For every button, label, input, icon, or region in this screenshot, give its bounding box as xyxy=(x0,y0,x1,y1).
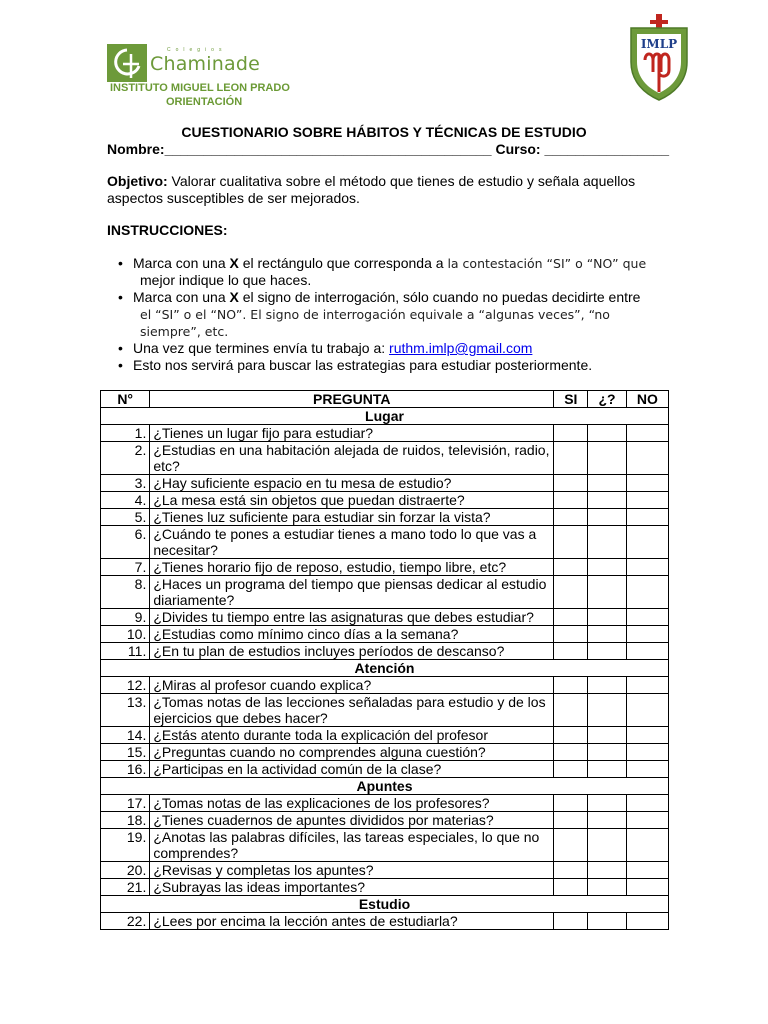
table-row xyxy=(101,727,669,744)
question-text: ¿La mesa está sin objetos que puedan distraerte? xyxy=(150,492,554,509)
answer-si-cell[interactable] xyxy=(554,559,588,576)
answer-si-cell[interactable] xyxy=(554,626,588,643)
question-number: 5. xyxy=(101,509,150,526)
instructions-list xyxy=(118,255,673,374)
question-number: 12. xyxy=(101,677,150,694)
answer-maybe-cell[interactable] xyxy=(588,761,626,778)
question-text: ¿Estudias como mínimo cinco días a la semana? xyxy=(150,626,554,643)
answer-maybe-cell[interactable] xyxy=(588,559,626,576)
objective-label: Objetivo: xyxy=(107,173,168,189)
question-number: 17. xyxy=(101,795,150,812)
answer-maybe-cell[interactable] xyxy=(588,576,626,609)
answer-si-cell[interactable] xyxy=(554,492,588,509)
answer-no-cell[interactable] xyxy=(626,761,668,778)
table-row xyxy=(101,526,669,559)
answer-no-cell[interactable] xyxy=(626,829,668,862)
section-row xyxy=(101,408,669,425)
answer-si-cell[interactable] xyxy=(554,609,588,626)
answer-maybe-cell[interactable] xyxy=(588,626,626,643)
answer-no-cell[interactable] xyxy=(626,576,668,609)
list-item: • Una vez que termines envía tu trabajo a: ruthm.imlp@gmail.com xyxy=(118,340,533,356)
question-text: ¿Tienes luz suficiente para estudiar sin forzar la vista? xyxy=(150,509,554,526)
answer-si-cell[interactable] xyxy=(554,475,588,492)
answer-si-cell[interactable] xyxy=(554,727,588,744)
answer-maybe-cell[interactable] xyxy=(588,913,626,930)
list-item: • Marca con una X el rectángulo que corresponda a la contestación “SI” o “NO” que mejor indique lo que haces. xyxy=(118,255,647,288)
question-text: ¿Divides tu tiempo entre las asignaturas que debes estudiar? xyxy=(150,609,554,626)
name-label: Nombre: xyxy=(107,141,165,157)
answer-no-cell[interactable] xyxy=(626,862,668,879)
question-text: ¿Haces un programa del tiempo que piensas dedicar al estudio diariamente? xyxy=(150,576,554,609)
answer-maybe-cell[interactable] xyxy=(588,694,626,727)
answer-si-cell[interactable] xyxy=(554,913,588,930)
answer-no-cell[interactable] xyxy=(626,694,668,727)
answer-si-cell[interactable] xyxy=(554,677,588,694)
table-row xyxy=(101,609,669,626)
answer-maybe-cell[interactable] xyxy=(588,829,626,862)
table-row xyxy=(101,475,669,492)
answer-no-cell[interactable] xyxy=(626,727,668,744)
answer-maybe-cell[interactable] xyxy=(588,492,626,509)
answer-no-cell[interactable] xyxy=(626,643,668,660)
answer-maybe-cell[interactable] xyxy=(588,744,626,761)
section-title: Atención xyxy=(101,660,669,677)
table-row xyxy=(101,626,669,643)
question-text: ¿Tienes cuadernos de apuntes divididos por materias? xyxy=(150,812,554,829)
answer-no-cell[interactable] xyxy=(626,526,668,559)
section-title: Estudio xyxy=(101,896,669,913)
question-number: 8. xyxy=(101,576,150,609)
shield-text: IMLP xyxy=(640,37,678,51)
header-no: NO xyxy=(626,391,668,408)
answer-si-cell[interactable] xyxy=(554,526,588,559)
answer-maybe-cell[interactable] xyxy=(588,879,626,896)
questionnaire-table xyxy=(100,390,669,930)
answer-si-cell[interactable] xyxy=(554,829,588,862)
objective-paragraph xyxy=(107,173,667,207)
answer-maybe-cell[interactable] xyxy=(588,643,626,660)
answer-maybe-cell[interactable] xyxy=(588,425,626,442)
answer-si-cell[interactable] xyxy=(554,795,588,812)
list-item: • Marca con una X el signo de interrogación, sólo cuando no puedas decidirte entre el “SI” o el “NO”. El signo de interrogación equivale a “algunas veces”, “no siempre”, etc. xyxy=(118,289,641,339)
answer-si-cell[interactable] xyxy=(554,442,588,475)
answer-si-cell[interactable] xyxy=(554,879,588,896)
question-text: ¿Preguntas cuando no comprendes alguna cuestión? xyxy=(150,744,554,761)
name-course-line xyxy=(107,141,669,157)
answer-si-cell[interactable] xyxy=(554,744,588,761)
instructions-heading: INSTRUCCIONES: xyxy=(107,222,228,238)
table-row xyxy=(101,812,669,829)
question-number: 7. xyxy=(101,559,150,576)
table-row xyxy=(101,643,669,660)
course-blank[interactable]: ________________ xyxy=(544,141,670,157)
question-text: ¿Anotas las palabras difíciles, las tareas especiales, lo que no comprendes? xyxy=(150,829,554,862)
question-text: ¿Subrayas las ideas importantes? xyxy=(150,879,554,896)
question-number: 6. xyxy=(101,526,150,559)
question-number: 2. xyxy=(101,442,150,475)
answer-si-cell[interactable] xyxy=(554,761,588,778)
answer-si-cell[interactable] xyxy=(554,694,588,727)
question-text: ¿Tienes un lugar fijo para estudiar? xyxy=(150,425,554,442)
table-row xyxy=(101,442,669,475)
logo-brand-text: Chaminade xyxy=(150,53,260,75)
section-row xyxy=(101,660,669,677)
table-row xyxy=(101,677,669,694)
table-row xyxy=(101,576,669,609)
answer-maybe-cell[interactable] xyxy=(588,609,626,626)
header-si: SI xyxy=(554,391,588,408)
question-text: ¿Cuándo te pones a estudiar tienes a mano todo lo que vas a necesitar? xyxy=(150,526,554,559)
question-text: ¿Tienes horario fijo de reposo, estudio, tiempo libre, etc? xyxy=(150,559,554,576)
logo-small-text: Colegios xyxy=(167,47,227,53)
answer-no-cell[interactable] xyxy=(626,509,668,526)
question-number: 1. xyxy=(101,425,150,442)
question-text: ¿Hay suficiente espacio en tu mesa de estudio? xyxy=(150,475,554,492)
question-number: 10. xyxy=(101,626,150,643)
institution-name: INSTITUTO MIGUEL LEON PRADO xyxy=(110,82,290,94)
question-text: ¿Tomas notas de las lecciones señaladas para estudio y de los ejercicios que debes hacer? xyxy=(150,694,554,727)
course-label: Curso: xyxy=(495,141,541,157)
answer-maybe-cell[interactable] xyxy=(588,862,626,879)
question-number: 16. xyxy=(101,761,150,778)
header-question: PREGUNTA xyxy=(150,391,554,408)
department-name: ORIENTACIÓN xyxy=(166,96,243,108)
question-text: ¿Tomas notas de las explicaciones de los profesores? xyxy=(150,795,554,812)
table-row xyxy=(101,694,669,727)
answer-maybe-cell[interactable] xyxy=(588,509,626,526)
table-row xyxy=(101,761,669,778)
answer-si-cell[interactable] xyxy=(554,509,588,526)
email-link[interactable]: ruthm.imlp@gmail.com xyxy=(389,340,533,356)
question-number: 19. xyxy=(101,829,150,862)
question-text: ¿Miras al profesor cuando explica? xyxy=(150,677,554,694)
chaminade-logo xyxy=(107,44,307,84)
answer-si-cell[interactable] xyxy=(554,643,588,660)
chaminade-emblem-icon xyxy=(107,44,147,82)
answer-no-cell[interactable] xyxy=(626,677,668,694)
question-number: 3. xyxy=(101,475,150,492)
table-header-row xyxy=(101,391,669,408)
question-number: 15. xyxy=(101,744,150,761)
section-row xyxy=(101,778,669,795)
table-row xyxy=(101,829,669,862)
table-row xyxy=(101,425,669,442)
header-num: N° xyxy=(101,391,150,408)
question-number: 22. xyxy=(101,913,150,930)
answer-si-cell[interactable] xyxy=(554,425,588,442)
answer-no-cell[interactable] xyxy=(626,626,668,643)
table-row xyxy=(101,509,669,526)
answer-maybe-cell[interactable] xyxy=(588,727,626,744)
answer-no-cell[interactable] xyxy=(626,559,668,576)
answer-no-cell[interactable] xyxy=(626,425,668,442)
imlp-shield-icon xyxy=(628,12,690,102)
table-row xyxy=(101,492,669,509)
table-row xyxy=(101,879,669,896)
table-row xyxy=(101,795,669,812)
answer-si-cell[interactable] xyxy=(554,812,588,829)
section-title: Apuntes xyxy=(101,778,669,795)
answer-no-cell[interactable] xyxy=(626,913,668,930)
question-number: 11. xyxy=(101,643,150,660)
table-row xyxy=(101,559,669,576)
question-text: ¿Revisas y completas los apuntes? xyxy=(150,862,554,879)
answer-maybe-cell[interactable] xyxy=(588,526,626,559)
answer-no-cell[interactable] xyxy=(626,475,668,492)
question-text: ¿En tu plan de estudios incluyes períodos de descanso? xyxy=(150,643,554,660)
answer-maybe-cell[interactable] xyxy=(588,795,626,812)
table-row xyxy=(101,913,669,930)
answer-si-cell[interactable] xyxy=(554,862,588,879)
header-maybe: ¿? xyxy=(588,391,626,408)
name-blank[interactable]: __________________________________________ xyxy=(164,141,492,157)
question-number: 4. xyxy=(101,492,150,509)
answer-maybe-cell[interactable] xyxy=(588,442,626,475)
question-number: 14. xyxy=(101,727,150,744)
question-number: 13. xyxy=(101,694,150,727)
table-row xyxy=(101,862,669,879)
answer-no-cell[interactable] xyxy=(626,795,668,812)
question-number: 21. xyxy=(101,879,150,896)
list-item: • Esto nos servirá para buscar las estrategias para estudiar posteriormente. xyxy=(118,357,593,373)
document-title: CUESTIONARIO SOBRE HÁBITOS Y TÉCNICAS DE ESTUDIO xyxy=(181,124,587,140)
answer-maybe-cell[interactable] xyxy=(588,475,626,492)
question-number: 9. xyxy=(101,609,150,626)
question-text: ¿Participas en la actividad común de la clase? xyxy=(150,761,554,778)
answer-no-cell[interactable] xyxy=(626,442,668,475)
question-text: ¿Lees por encima la lección antes de estudiarla? xyxy=(150,913,554,930)
objective-text: Valorar cualitativa sobre el método que tienes de estudio y señala aquellos aspectos susceptibles de ser mejorados. xyxy=(107,173,636,206)
table-row xyxy=(101,744,669,761)
answer-no-cell[interactable] xyxy=(626,879,668,896)
answer-no-cell[interactable] xyxy=(626,744,668,761)
section-row xyxy=(101,896,669,913)
question-number: 18. xyxy=(101,812,150,829)
question-text: ¿Estudias en una habitación alejada de ruidos, televisión, radio, etc? xyxy=(150,442,554,475)
answer-no-cell[interactable] xyxy=(626,609,668,626)
answer-maybe-cell[interactable] xyxy=(588,812,626,829)
question-text: ¿Estás atento durante toda la explicación del profesor xyxy=(150,727,554,744)
question-number: 20. xyxy=(101,862,150,879)
answer-si-cell[interactable] xyxy=(554,576,588,609)
answer-no-cell[interactable] xyxy=(626,492,668,509)
section-title: Lugar xyxy=(101,408,669,425)
answer-no-cell[interactable] xyxy=(626,812,668,829)
answer-maybe-cell[interactable] xyxy=(588,677,626,694)
